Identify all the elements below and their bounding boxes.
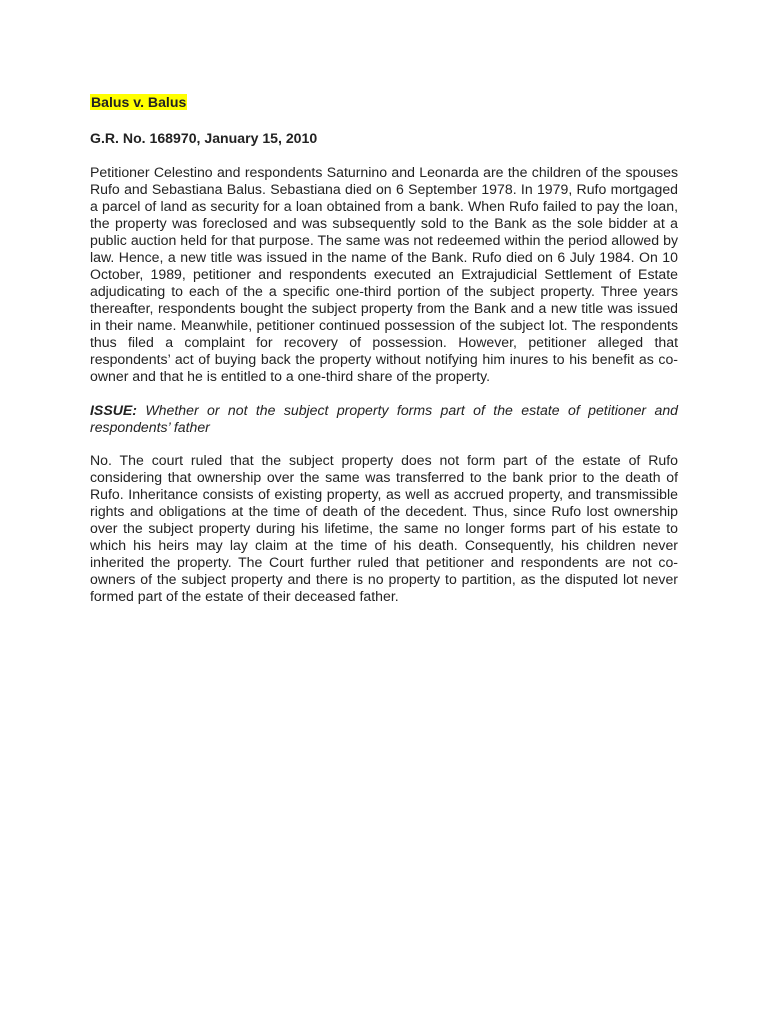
ruling-paragraph: No. The court ruled that the subject property does not form part of the estate of Rufo considering that ownership over the same was transferred to the bank prior to the death of Rufo. Inheritance consists of existing property, as well as accrued property, and transmissible rights and obligations at the time of death of the decedent. Thus, since Rufo lost ownership over the subject property during his lifetime, the same no longer forms part of his estate to which his heirs may lay claim at the time of his death. Consequently, his children never inherited the property. The Court further ruled that petitioner and respondents are not co-owners of the subject property and there is no property to partition, as the disputed lot never formed part of the estate of their deceased father. [90,452,678,604]
case-title-highlight: Balus v. Balus [91,94,187,110]
issue-text: Whether or not the subject property forms part of the estate of petitioner and respondents’ father [90,402,678,435]
document-page [90,92,678,605]
issue-label: ISSUE: [90,402,137,418]
facts-paragraph: Petitioner Celestino and respondents Saturnino and Leonarda are the children of the spouses Rufo and Sebastiana Balus. Sebastiana died on 6 September 1978. In 1979, Rufo mortgaged a parcel of land as security for a loan obtained from a bank. When Rufo failed to pay the loan, the property was foreclosed and was subsequently sold to the Bank as the sole bidder at a public auction held for that purpose. The same was not redeemed within the period allowed by law. Hence, a new title was issued in the name of the Bank. Rufo died on 6 July 1984. On 10 October, 1989, petitioner and respondents executed an Extrajudicial Settlement of Estate adjudicating to each of the a specific one-third portion of the subject property. Three years thereafter, respondents bought the subject property from the Bank and a new title was issued in their name. Meanwhile, petitioner continued possession of the subject lot. The respondents thus filed a complaint for recovery of possession. However, petitioner alleged that respondents’ act of buying back the property without notifying him inures to his benefit as co-owner and that he is entitled to a one-third share of the property. [90,164,678,384]
gr-number: G.R. No. 168970, January 15, 2010 [90,130,318,146]
case-title [90,92,678,112]
issue-paragraph [90,402,678,436]
